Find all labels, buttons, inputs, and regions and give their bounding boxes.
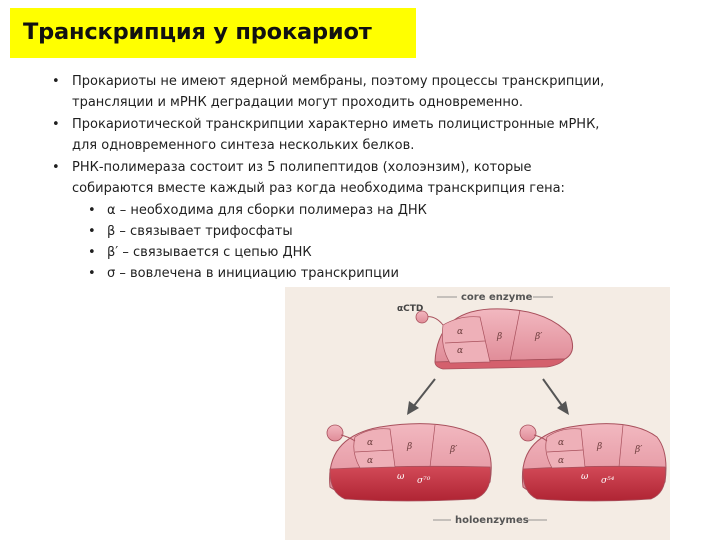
bullet-list — [0, 64, 720, 294]
beta-prime-label: β′ — [450, 445, 458, 455]
core-enzyme-shape — [416, 309, 573, 369]
rna-polymerase-diagram — [285, 287, 670, 540]
alpha-label: α — [558, 456, 565, 466]
core-enzyme-label: core enzyme — [461, 292, 533, 303]
beta-label: β — [497, 332, 503, 342]
subbullet-beta: β – связывает трифосфаты — [107, 224, 293, 239]
beta-prime-label: β′ — [635, 445, 643, 455]
bullet-marker: • — [52, 160, 60, 175]
beta-label: β — [597, 442, 603, 452]
rna-polymerase-figure — [285, 287, 670, 540]
omega-label: ω — [581, 472, 589, 482]
subbullet-marker: • — [88, 266, 96, 281]
subbullet-sigma: σ – вовлечена в инициацию транскрипции — [107, 266, 399, 281]
omega-label: ω — [397, 472, 405, 482]
bullet-3-line-1: РНК-полимераза состоит из 5 полипептидов (холоэнзим), которые — [72, 160, 532, 175]
bullet-1-line-2: трансляции и мРНК деградации могут проходить одновременно. — [72, 95, 524, 110]
alpha-label: α — [457, 346, 464, 356]
subbullet-beta-prime: β′ – связывается с цепью ДНК — [107, 245, 312, 260]
beta-label: β — [407, 442, 413, 452]
holoenzymes-label: holoenzymes — [455, 515, 529, 526]
bullet-marker: • — [52, 117, 60, 132]
slide-title: Транскрипция у прокариот — [23, 19, 372, 45]
holoenzyme-sigma54-shape — [520, 424, 666, 501]
subbullet-marker: • — [88, 224, 96, 239]
holoenzyme-sigma70-shape — [327, 424, 491, 501]
sigma70-label: σ⁷⁰ — [417, 476, 431, 486]
sigma54-label: σ⁵⁴ — [601, 476, 615, 486]
subbullet-marker: • — [88, 203, 96, 218]
alpha-label: α — [367, 456, 374, 466]
beta-prime-label: β′ — [535, 332, 543, 342]
bullet-3-line-2: собираются вместе каждый раз когда необходима транскрипция гена: — [72, 181, 565, 196]
bullet-marker: • — [52, 74, 60, 89]
subbullet-alpha: α – необходима для сборки полимераз на ДНК — [107, 203, 427, 218]
bullet-2-line-1: Прокариотической транскрипции характерно иметь полицистронные мРНК, — [72, 117, 600, 132]
bullet-1-line-1: Прокариоты не имеют ядерной мембраны, поэтому процессы транскрипции, — [72, 74, 605, 89]
subbullet-marker: • — [88, 245, 96, 260]
alpha-label: α — [457, 327, 464, 337]
alpha-label: α — [558, 438, 565, 448]
arrow-right-icon — [543, 379, 569, 415]
bullet-2-line-2: для одновременного синтеза нескольких белков. — [72, 138, 415, 153]
alpha-label: α — [367, 438, 374, 448]
arrow-left-icon — [407, 379, 435, 415]
alpha-ctd-label: αCTD — [397, 304, 424, 314]
